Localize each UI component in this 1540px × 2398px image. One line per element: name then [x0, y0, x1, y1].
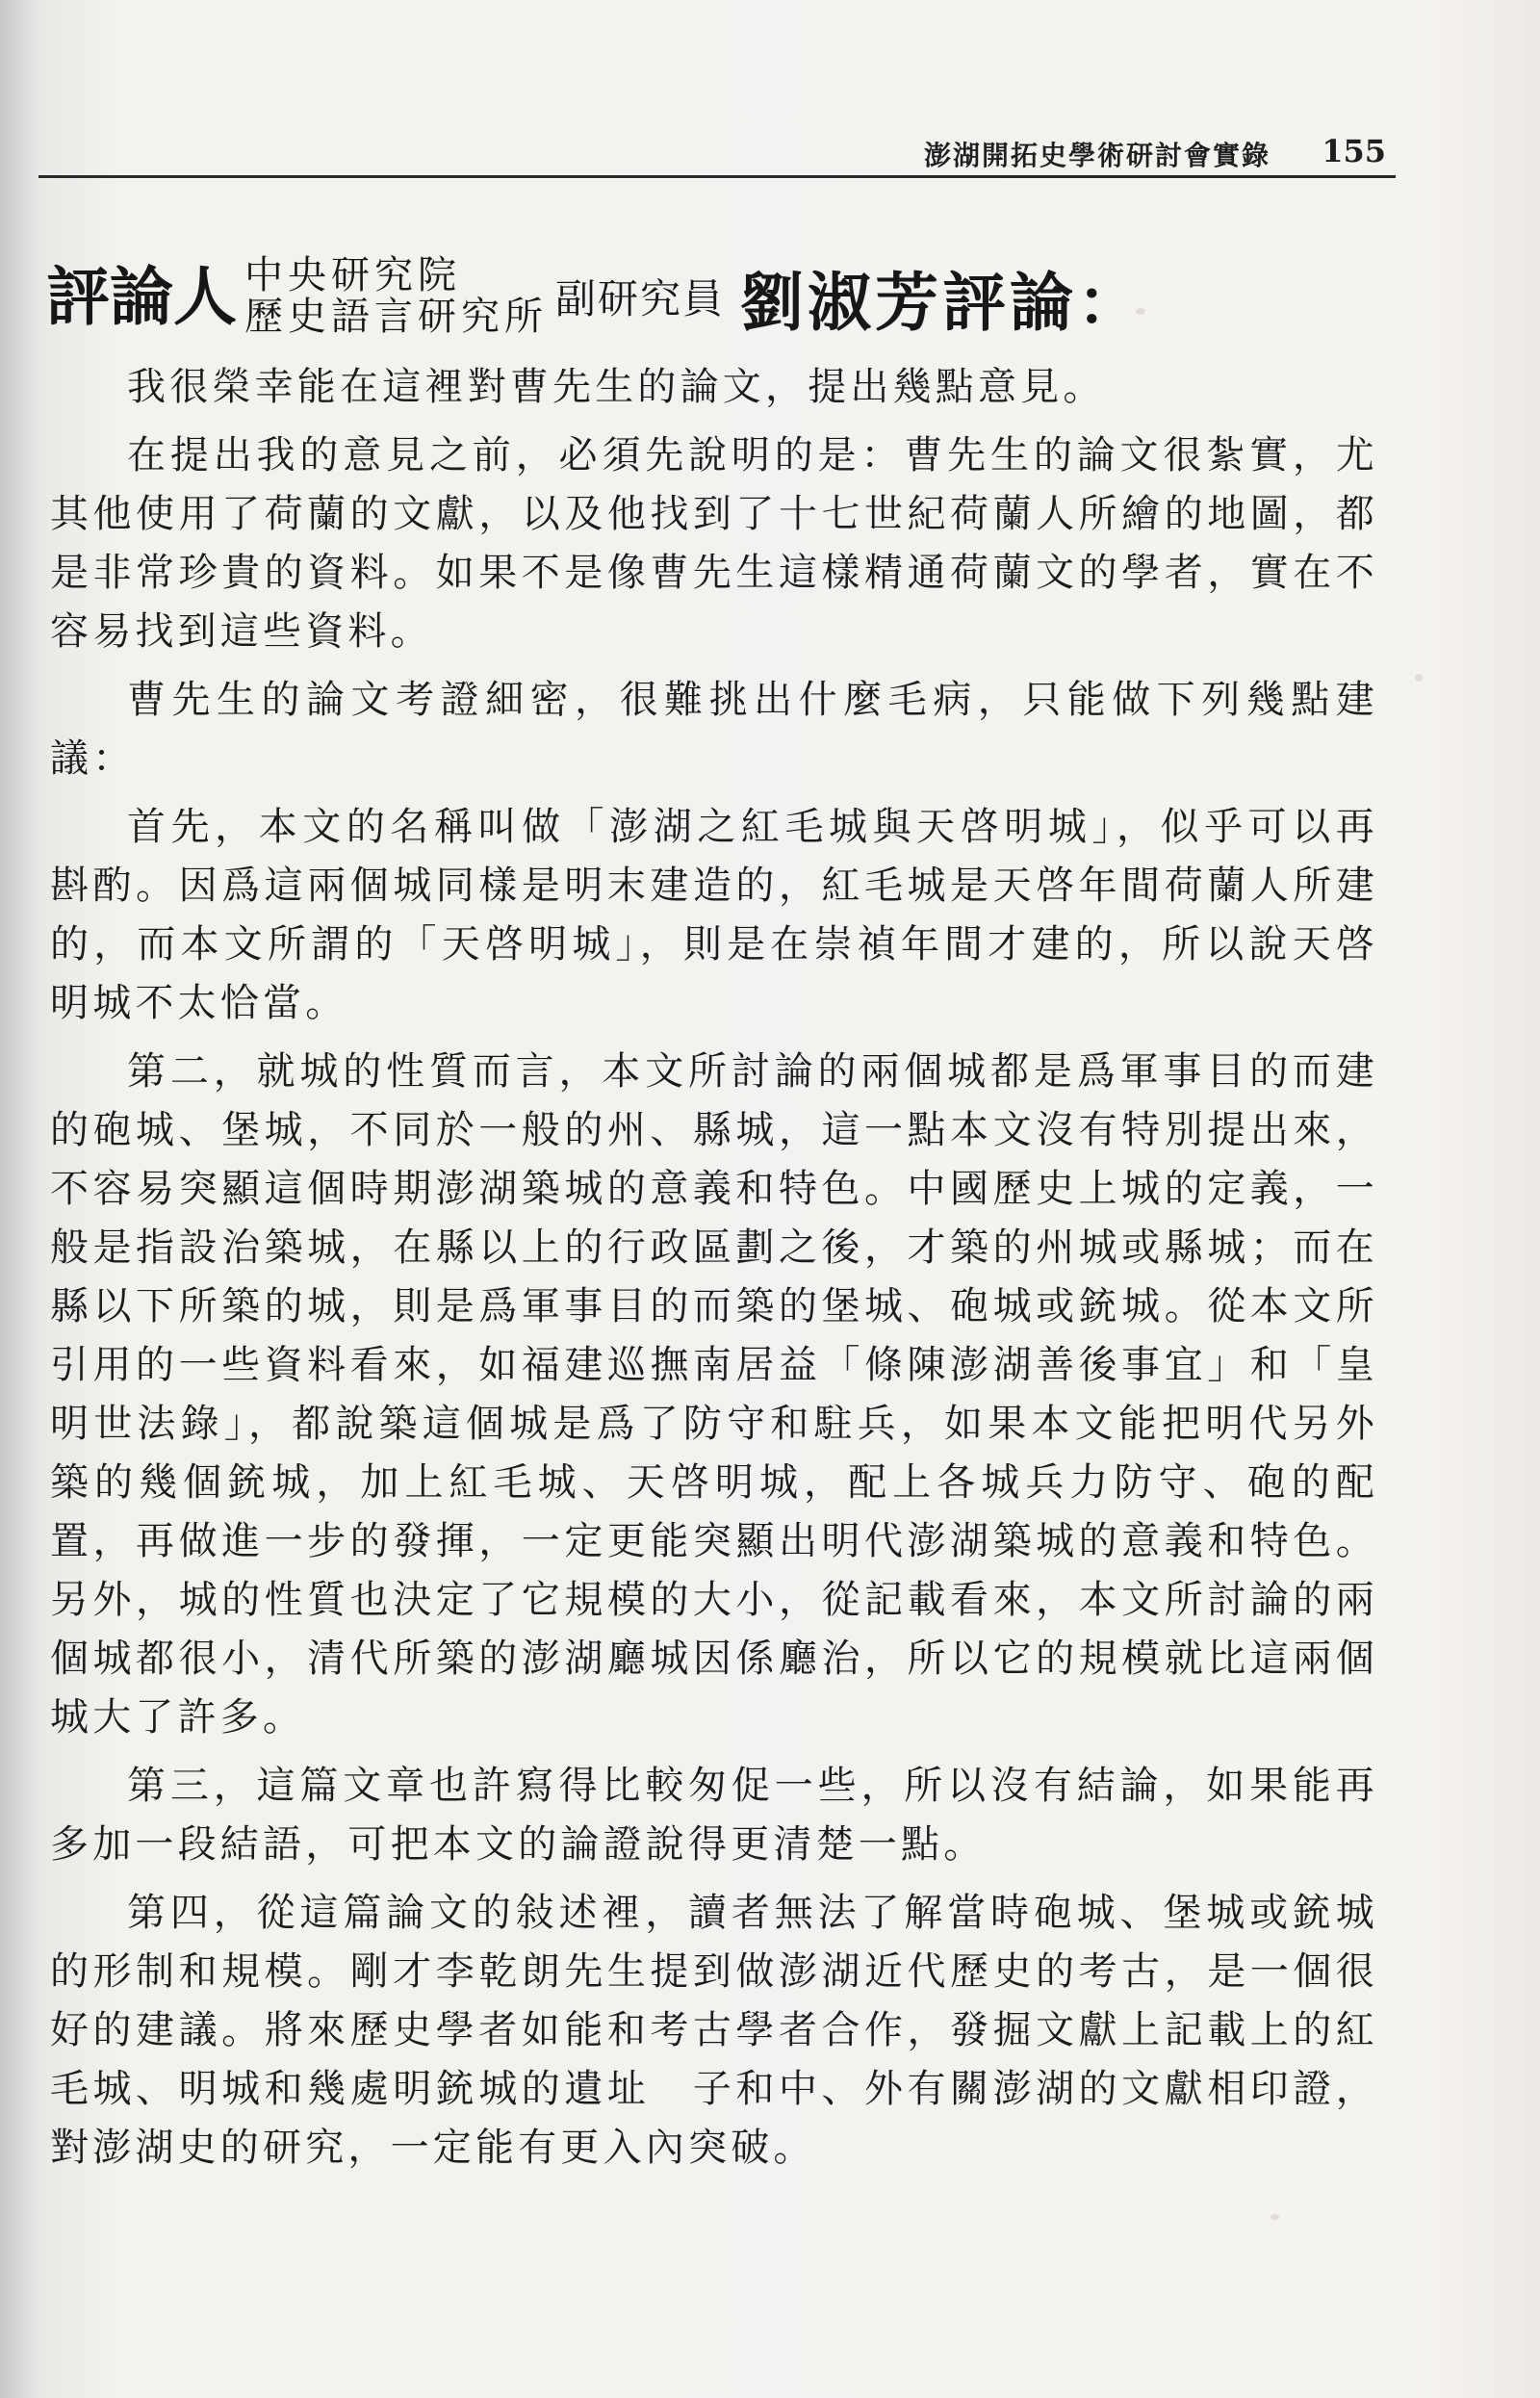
reviewer-role: 評論人: [46, 259, 237, 334]
paragraph-6: 第三，這篇文章也許寫得比較匆促一些，所以沒有結論，如果能再多加一段結語，可把本文的論證說得更清楚一點。: [50, 1764, 1378, 1867]
commentary-body: [50, 358, 1378, 2178]
reviewer-position: 副研究員: [555, 275, 726, 322]
paragraph-7: 第四，從這篇論文的敍述裡，讀者無法了解當時砲城、堡城或銃城的形制和規模。剛才李乾朗先生提到做澎湖近代歷史的考古，是一個很好的建議。將來歷史學者如能和考古學者合作，發掘文獻上記載上的紅毛城、明城和幾處明銃城的遺址 子和中、外有關澎湖的文獻相印證，對澎湖史的研究，一定能有更入內突破。: [50, 1891, 1378, 2170]
paper-speck: [1270, 2214, 1279, 2220]
paragraph-4: 首先，本文的名稱叫做「澎湖之紅毛城與天啓明城」，似乎可以再斟酌。因爲這兩個城同樣是明末建造的，紅毛城是天啓年間荷蘭人所建的，而本文所謂的「天啓明城」，則是在崇禎年間才建的，所以說天啓明城不太恰當。: [50, 805, 1378, 1025]
commentary-heading: [46, 239, 1144, 354]
paragraph-5: 第二，就城的性質而言，本文所討論的兩個城都是爲軍事目的而建的砲城、堡城，不同於一般的州、縣城，這一點本文沒有特別提出來，不容易突顯這個時期澎湖築城的意義和特色。中國歷史上城的定義，一般是指設治築城，在縣以上的行政區劃之後，才築的州城或縣城；而在縣以下所築的城，則是爲軍事目的而築的堡城、砲城或銃城。從本文所引用的一些資料看來，如福建巡撫南居益「條陳澎湖善後事宜」和「皇明世法錄」，都說築這個城是爲了防守和駐兵，如果本文能把明代另外築的幾個銃城，加上紅毛城、天啓明城，配上各城兵力防守、砲的配置，再做進一步的發揮，一定更能突顯出明代澎湖築城的意義和特色。另外，城的性質也決定了它規模的大小，從記載看來，本文所討論的兩個城都很小，清代所築的澎湖廳城因係廳治，所以它的規模就比這兩個城大了許多。: [50, 1049, 1378, 1740]
reviewer-affiliation: [244, 252, 548, 339]
paragraph-3: 曹先生的論文考證細密，很難挑出什麼毛病，只能做下列幾點建議：: [50, 678, 1378, 781]
paper-speck: [1415, 674, 1423, 682]
paragraph-1: 我很榮幸能在這裡對曹先生的論文，提出幾點意見。: [127, 365, 1106, 409]
reviewer-name: 劉淑芳評論：: [740, 264, 1145, 340]
page-number: 155: [1322, 133, 1386, 169]
header-title: 澎湖開拓史學術研討會實錄: [923, 140, 1270, 171]
paper-speck: [1136, 308, 1145, 315]
running-header: [38, 125, 1396, 178]
affiliation-line-1: 中央研究院: [244, 252, 461, 297]
binding-shadow: [0, 0, 38, 2398]
affiliation-line-2: 歷史語言研究所: [244, 295, 548, 339]
paragraph-2: 在提出我的意見之前，必須先說明的是：曹先生的論文很紮實，尤其他使用了荷蘭的文獻，以及他找到了十七世紀荷蘭人所繪的地圖，都是非常珍貴的資料。如果不是像曹先生這樣精通荷蘭文的學者，實在不容易找到這些資料。: [50, 433, 1378, 654]
